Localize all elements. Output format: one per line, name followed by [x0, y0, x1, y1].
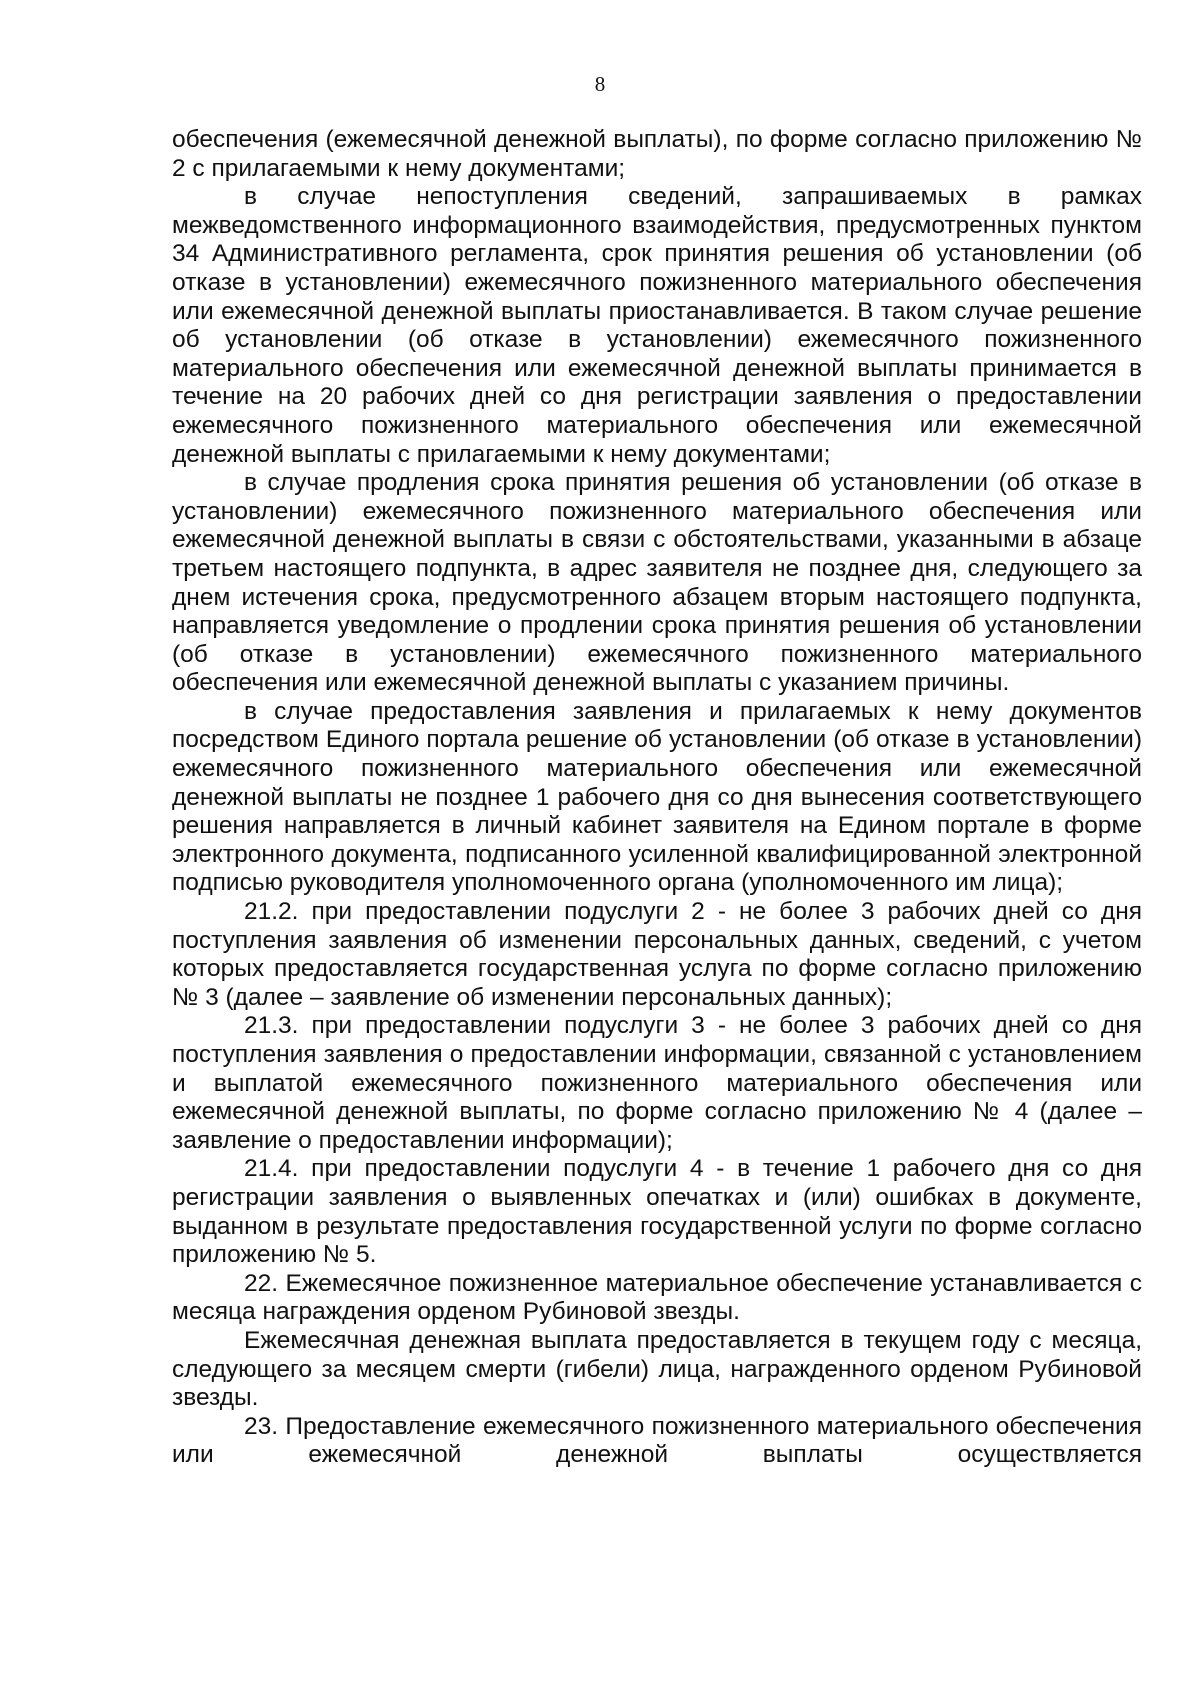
paragraph-23: 23. Предоставление ежемесячного пожизненного материального обеспечения или ежемесячной денежной выплаты осуществляется	[172, 1412, 1142, 1469]
paragraph-1: обеспечения (ежемесячной денежной выплаты), по форме согласно приложению № 2 с прилагаемыми к нему документами;	[172, 126, 1142, 182]
paragraph-2: в случае непоступления сведений, запрашиваемых в рамках межведомственного информационного взаимодействия, предусмотренных пунктом 34 Административного регламента, срок принятия решения об установлении (об отказе в установлении) ежемесячного пожизненного материального обеспечения или ежемесячной денежной выплаты приостанавливается. В таком случае решение об установлении (об отказе в установлении) ежемесячного пожизненного материального обеспечения или ежемесячной денежной выплаты принимается в течение на 20 рабочих дней со дня регистрации заявления о предоставлении ежемесячного пожизненного материального обеспечения или ежемесячной денежной выплаты с прилагаемыми к нему документами;	[172, 183, 1142, 468]
paragraph-22: 22. Ежемесячное пожизненное материальное обеспечение устанавливается с месяца награждения орденом Рубиновой звезды.	[172, 1269, 1142, 1326]
page-number: 8	[594, 72, 606, 96]
paragraph-4: в случае предоставления заявления и прилагаемых к нему документов посредством Единого портала решение об установлении (об отказе в установлении) ежемесячного пожизненного материального обеспечения или ежемесячной денежной выплаты не позднее 1 рабочего дня со дня вынесения соответствующего решения направляется в личный кабинет заявителя на Едином портале в форме электронного документа, подписанного усиленной квалифицированной электронной подписью руководителя уполномоченного органа (уполномоченного им лица);	[172, 697, 1142, 897]
paragraph-21-3: 21.3. при предоставлении подуслуги 3 - не более 3 рабочих дней со дня поступления заявления о предоставлении информации, связанной с установлением и выплатой ежемесячного пожизненного материального обеспечения или ежемесячной денежной выплаты, по форме согласно приложению № 4 (далее – заявление о предоставлении информации);	[172, 1012, 1142, 1154]
paragraph-21-4: 21.4. при предоставлении подуслуги 4 - в течение 1 рабочего дня со дня регистрации заявления о выявленных опечатках и (или) ошибках в документе, выданном в результате предоставления государственной услуги по форме согласно приложению № 5.	[172, 1155, 1142, 1269]
document-body	[172, 126, 1142, 1470]
paragraph-3: в случае продления срока принятия решения об установлении (об отказе в установлении) ежемесячного пожизненного материального обеспечения или ежемесячной денежной выплаты в связи с обстоятельствами, указанными в абзаце третьем настоящего подпункта, в адрес заявителя не позднее дня, следующего за днем истечения срока, предусмотренного абзацем вторым настоящего подпункта, направляется уведомление о продлении срока принятия решения об установлении (об отказе в установлении) ежемесячного пожизненного материального обеспечения или ежемесячной денежной выплаты с указанием причины.	[172, 469, 1142, 697]
paragraph-22-continued: Ежемесячная денежная выплата предоставляется в текущем году с месяца, следующего за месяцем смерти (гибели) лица, награжденного орденом Рубиновой звезды.	[172, 1326, 1142, 1412]
paragraph-21-2: 21.2. при предоставлении подуслуги 2 - не более 3 рабочих дней со дня поступления заявления об изменении персональных данных, сведений, с учетом которых предоставляется государственная услуга по форме согласно приложению № 3 (далее – заявление об изменении персональных данных);	[172, 898, 1142, 1011]
